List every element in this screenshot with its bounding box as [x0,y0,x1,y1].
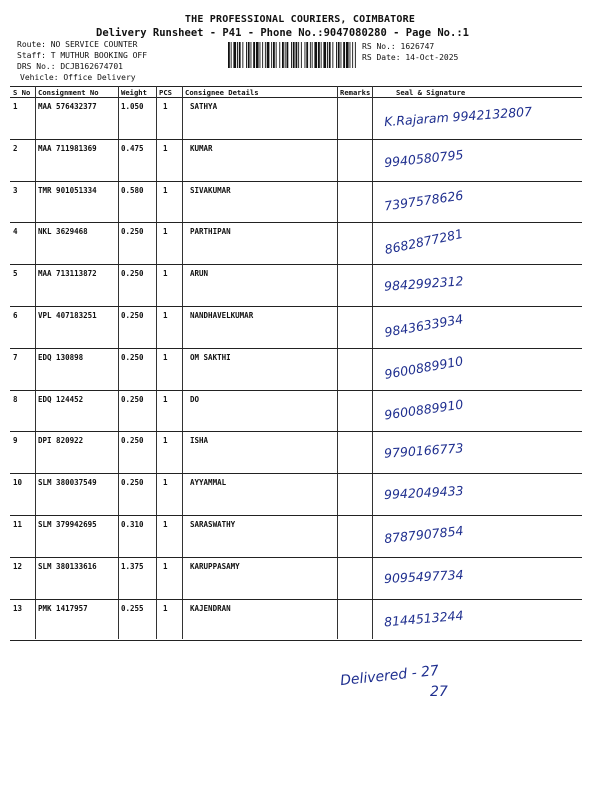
row-weight: 0.250 [121,311,144,320]
row-signature: 9790166773 [383,440,464,462]
row-consignment-no: TMR 901051334 [38,185,97,195]
row-rule [10,139,582,140]
row-consignee: DO [190,394,200,404]
barcode-bar [336,42,337,68]
row-consignee: NANDHAVELKUMAR [190,311,254,320]
barcode-bar [327,42,328,68]
row-pcs: 1 [163,561,168,571]
row-sno: 1 [13,102,18,111]
route-label: Route: NO SERVICE COUNTER [17,40,138,49]
row-rule [10,390,582,391]
barcode-bar [271,42,272,68]
row-rule [10,515,582,516]
row-weight: 0.250 [121,394,144,404]
barcode-bar [332,42,333,68]
row-consignment-no: PMK 1417957 [38,603,88,613]
row-consignee: SARASWATHY [190,520,236,529]
row-pcs: 1 [163,102,168,111]
row-rule [10,306,582,307]
barcode-bar [287,42,289,68]
barcode-bar [312,42,313,68]
barcode-bar [350,42,351,68]
barcode-bar [260,42,261,68]
row-signature: 8787907854 [383,522,465,547]
row-signature: 9842992312 [383,273,464,294]
row-consignment-no: EDQ 124452 [38,394,84,404]
table-top-rule [10,86,582,87]
barcode-bar [253,42,255,68]
row-weight: 0.255 [121,603,144,613]
row-consignment-no: EDQ 130898 [38,352,84,362]
barcode-bar [228,42,230,68]
row-consignment-no: MAA 713113872 [38,269,97,279]
barcode-bar [279,42,280,68]
row-pcs: 1 [163,311,168,320]
col-header-sno: S No [13,88,31,97]
barcode-bar [293,42,295,68]
row-pcs: 1 [163,185,168,195]
row-consignee: SIVAKUMAR [190,185,231,195]
row-consignee: KAJENDRAN [190,603,231,613]
barcode-bar [329,42,331,68]
barcode-bar [296,42,298,68]
barcode-bar [352,42,353,68]
row-consignment-no: MAA 711981369 [38,143,97,153]
row-sno: 3 [13,185,18,195]
row-signature: 7397578626 [383,187,465,214]
row-rule [10,640,582,641]
row-signature: K.Rajaram 9942132807 [383,103,533,130]
barcode-bar [262,42,263,68]
row-signature: 9600889910 [383,396,465,423]
row-pcs: 1 [163,227,168,237]
row-consignment-no: SLM 379942695 [38,520,97,529]
row-weight: 0.475 [121,143,144,153]
row-sno: 11 [13,520,23,529]
row-weight: 0.250 [121,436,144,446]
row-signature: 9600889910 [383,353,465,382]
barcode-bar [239,42,241,68]
drs-number: DRS No.: DCJB162674701 [17,62,123,71]
row-sno: 10 [13,478,23,488]
row-sno: 9 [13,436,18,446]
row-rule [10,473,582,474]
row-rule [10,264,582,265]
barcode-bar [256,42,259,68]
row-rule [10,222,582,223]
rs-number: RS No.: 1626747 [362,42,435,51]
barcode-bar [282,42,284,68]
barcode-bar [242,42,243,68]
row-weight: 1.050 [121,102,144,111]
row-weight: 0.250 [121,227,144,237]
barcode-image [228,42,356,68]
row-signature: 8682877281 [383,226,465,258]
barcode-bar [346,42,349,68]
row-consignment-no: DPI 820922 [38,436,84,446]
barcode-bar [355,42,356,68]
rs-date: RS Date: 14-Oct-2025 [362,53,459,62]
barcode-bar [318,42,320,68]
row-consignment-no: VPL 407183251 [38,311,97,320]
row-sno: 2 [13,143,18,153]
row-signature: 8144513244 [383,607,465,630]
row-sno: 4 [13,227,18,237]
barcode-bar [291,42,292,68]
barcode-bar [237,42,238,68]
row-sno: 6 [13,311,18,320]
barcode-bar [298,42,299,68]
row-sno: 13 [13,603,23,613]
barcode-bar [343,42,345,68]
barcode-bar [323,42,326,68]
row-consignee: KUMAR [190,143,213,153]
row-consignment-no: MAA 576432377 [38,102,97,111]
barcode-bar [246,42,247,68]
table-header-rule [10,97,582,98]
row-rule [10,431,582,432]
row-rule [10,557,582,558]
barcode-bar [341,42,342,68]
row-pcs: 1 [163,478,168,488]
delivered-count: 27 [430,684,448,700]
row-signature: 9843633934 [383,311,465,340]
barcode-bar [321,42,322,68]
row-consignment-no: SLM 380037549 [38,478,97,488]
row-sno: 5 [13,269,18,279]
row-sno: 12 [13,561,23,571]
row-consignee: SATHYA [190,102,218,111]
barcode-bar [314,42,317,68]
col-header-signature: Seal & Signature [396,88,466,97]
barcode-bar [276,42,277,68]
barcode-bar [267,42,270,68]
barcode-bar [310,42,311,68]
barcode-bar [306,42,308,68]
row-consignee: ARUN [190,269,209,279]
barcode-bar [273,42,275,68]
row-consignee: ISHA [190,436,209,446]
row-weight: 0.250 [121,352,144,362]
row-consignee: AYYAMMAL [190,478,227,488]
row-rule [10,599,582,600]
row-weight: 0.250 [121,269,144,279]
row-consignment-no: SLM 380133616 [38,561,97,571]
row-weight: 1.375 [121,561,144,571]
row-pcs: 1 [163,352,168,362]
barcode-bar [338,42,340,68]
row-pcs: 1 [163,143,168,153]
row-consignee: PARTHIPAN [190,227,231,237]
row-consignee: KARUPPASAMY [190,561,240,571]
barcode-bar [265,42,266,68]
row-weight: 0.310 [121,520,144,529]
page-title: THE PROFESSIONAL COURIERS, COIMBATORE [184,14,416,25]
row-weight: 0.580 [121,185,144,195]
row-pcs: 1 [163,394,168,404]
row-pcs: 1 [163,436,168,446]
row-rule [10,348,582,349]
barcode-bar [233,42,236,68]
barcode-bar [251,42,252,68]
row-pcs: 1 [163,520,168,529]
col-header-weight: Weight [121,88,147,97]
row-signature: 9940580795 [383,146,465,170]
row-signature: 9942049433 [383,483,464,503]
barcode-bar [231,42,232,68]
row-signature: 9095497734 [383,566,464,586]
row-consignee: OM SAKTHI [190,352,231,362]
vehicle-label: Vehicle: Office Delivery [20,73,136,82]
col-header-pcs: PCS [159,88,172,97]
row-pcs: 1 [163,603,168,613]
col-header-consignee: Consignee Details [185,88,259,97]
runsheet-subtitle: Delivery Runsheet - P41 - Phone No.:9047080280 - Page No.:1 [96,27,469,39]
row-consignment-no: NKL 3629468 [38,227,88,237]
barcode-bar [301,42,302,68]
barcode-bar [285,42,286,68]
delivered-note: Delivered - 27 [339,662,440,690]
row-weight: 0.250 [121,478,144,488]
barcode-bar [248,42,250,68]
row-rule [10,181,582,182]
staff-label: Staff: T MUTHUR BOOKING OFF [17,51,148,60]
col-header-consignment: Consignment No [38,88,99,97]
row-sno: 8 [13,394,18,404]
col-header-remarks: Remarks [340,88,371,97]
row-sno: 7 [13,352,18,362]
barcode-bar [305,42,306,68]
row-pcs: 1 [163,269,168,279]
